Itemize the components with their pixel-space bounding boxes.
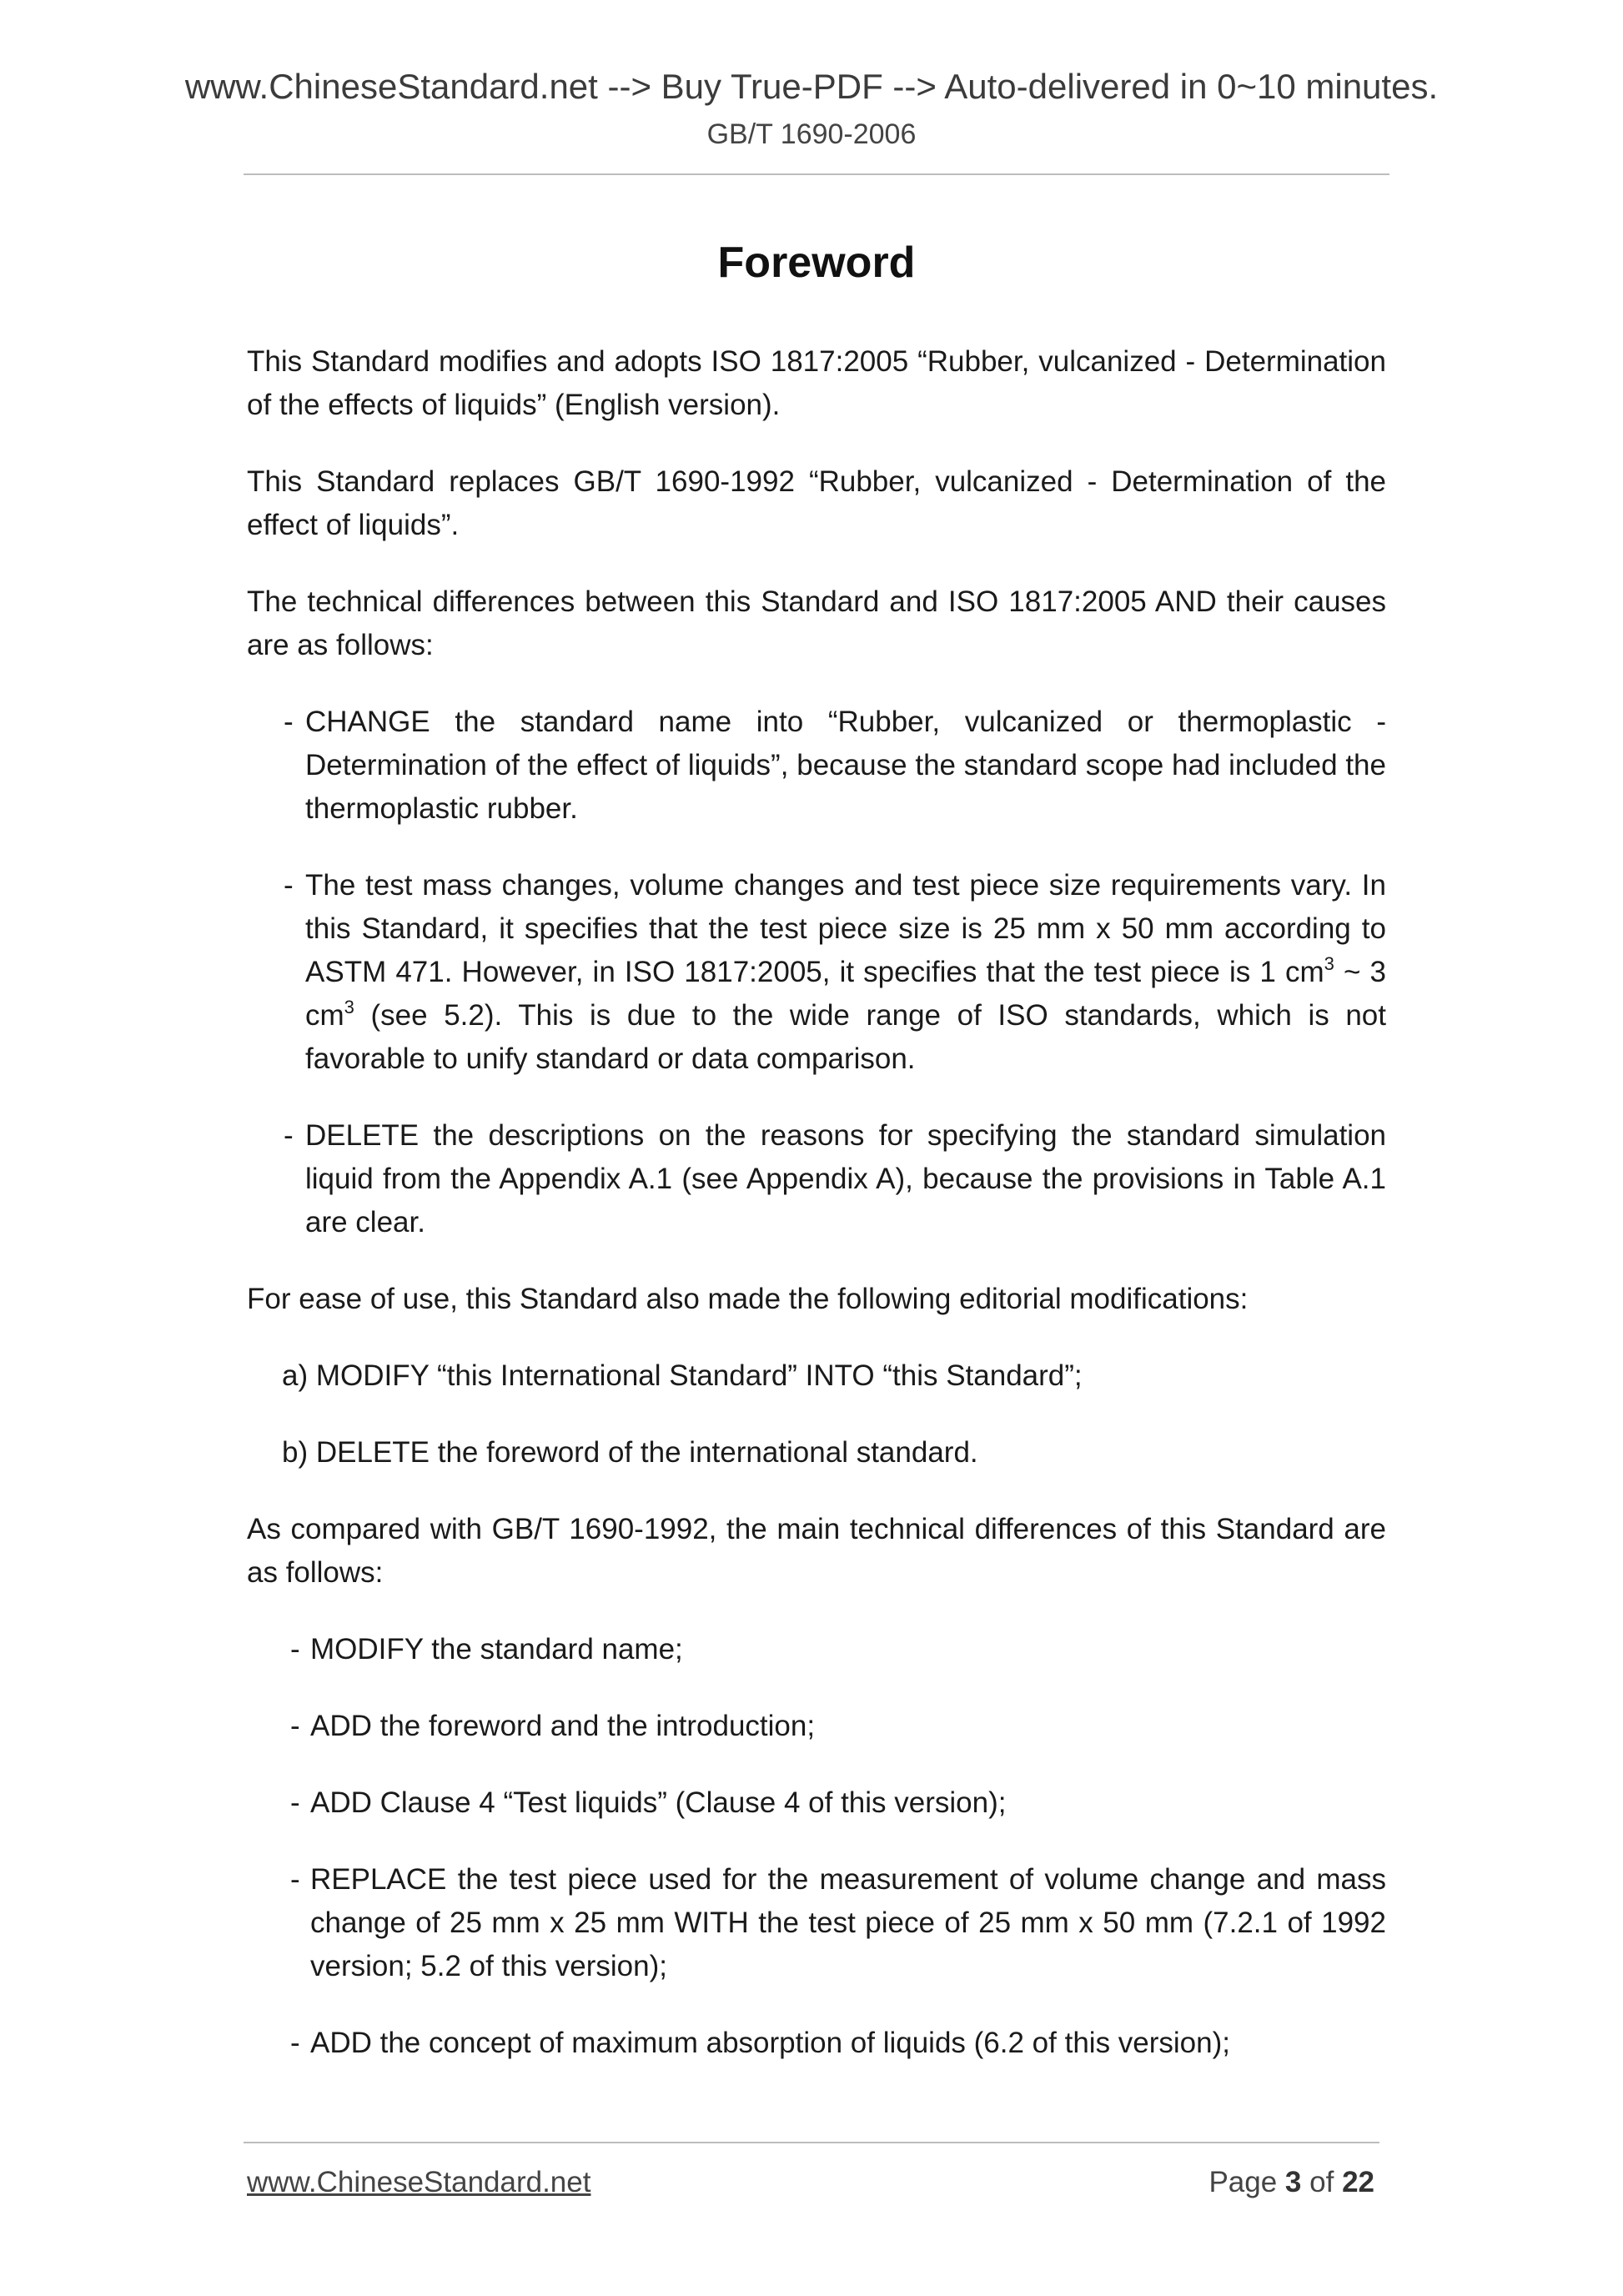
text-segment: (see 5.2). This is due to the wide range of ISO standards, which is not favorable to unify standard or data comparison. xyxy=(305,999,1386,1075)
superscript: 3 xyxy=(1324,953,1334,974)
paragraph-main-diff-intro: As compared with GB/T 1690-1992, the main technical differences of this Standard are as follows: xyxy=(247,1513,1386,1589)
list-item-main-diff-2 xyxy=(290,1705,1386,1748)
list-item-main-diff-4 xyxy=(290,1858,1386,1988)
dash-marker: - xyxy=(290,1786,300,1819)
list-item-text: ADD the concept of maximum absorption of liquids (6.2 of this version); xyxy=(310,2027,1230,2059)
page-of-label: of xyxy=(1309,2166,1334,2198)
current-page: 3 xyxy=(1284,2166,1302,2198)
header-divider xyxy=(244,173,1389,175)
footer-site-link[interactable]: www.ChineseStandard.net xyxy=(247,2166,591,2198)
header-banner: www.ChineseStandard.net --> Buy True-PDF --> Auto-delivered in 0~10 minutes. xyxy=(184,67,1439,106)
dash-marker: - xyxy=(284,706,294,738)
list-item-editorial-a: a) MODIFY “this International Standard” INTO “this Standard”; xyxy=(282,1359,1083,1392)
dash-marker: - xyxy=(290,1863,300,1896)
list-item-tech-diff-2 xyxy=(284,864,1386,1081)
list-item-main-diff-3 xyxy=(290,1781,1386,1825)
list-item-tech-diff-1 xyxy=(284,701,1386,831)
dash-marker: - xyxy=(284,869,294,902)
list-item-text: CHANGE the standard name into “Rubber, vulcanized or thermoplastic - Determination of the effect of liquids”, because the standard scope had included the thermoplastic rubber. xyxy=(305,706,1386,825)
list-item-main-diff-5 xyxy=(290,2022,1386,2065)
paragraph-editorial-intro: For ease of use, this Standard also made the following editorial modifications: xyxy=(247,1283,1249,1315)
list-item-main-diff-1 xyxy=(290,1628,1386,1671)
standard-code: GB/T 1690-2006 xyxy=(706,118,917,150)
page-title: Foreword xyxy=(717,239,916,287)
list-item-editorial-b: b) DELETE the foreword of the international standard. xyxy=(282,1436,978,1469)
paragraph-replaces: This Standard replaces GB/T 1690-1992 “Rubber, vulcanized - Determination of the effect of liquids”. xyxy=(247,465,1386,541)
superscript: 3 xyxy=(344,997,354,1017)
page-number xyxy=(1208,2163,1374,2202)
paragraph-adoption: This Standard modifies and adopts ISO 1817:2005 “Rubber, vulcanized - Determination of the effects of liquids” (English version). xyxy=(247,345,1386,421)
list-item-text xyxy=(305,864,1386,1081)
list-item-text: DELETE the descriptions on the reasons for specifying the standard simulation liquid from the Appendix A.1 (see Appendix A), because the provisions in Table A.1 are clear. xyxy=(305,1119,1386,1238)
text-segment: ~ 3 cm xyxy=(305,956,1386,1032)
text-segment: The test mass changes, volume changes and test piece size requirements vary. In this Standard, it specifies that the test piece size is 25 mm x 50 mm according to ASTM 471. However, in ISO 1817:2005, it specifies that the test piece is 1 cm xyxy=(305,869,1386,988)
total-pages: 22 xyxy=(1342,2166,1374,2198)
footer-divider xyxy=(244,2142,1379,2143)
dash-marker: - xyxy=(290,1710,300,1742)
list-item-text: REPLACE the test piece used for the measurement of volume change and mass change of 25 mm x 25 mm WITH the test piece of 25 mm x 50 mm (7.2.1 of 1992 version; 5.2 of this version); xyxy=(310,1863,1386,1982)
dash-marker: - xyxy=(284,1119,294,1152)
list-item-tech-diff-3 xyxy=(284,1114,1386,1244)
page-label: Page xyxy=(1208,2166,1278,2198)
list-item-text: ADD the foreword and the introduction; xyxy=(310,1710,816,1742)
list-item-text: MODIFY the standard name; xyxy=(310,1633,683,1665)
paragraph-tech-diff-intro: The technical differences between this Standard and ISO 1817:2005 AND their causes are as follows: xyxy=(247,585,1386,661)
list-item-text: ADD Clause 4 “Test liquids” (Clause 4 of this version); xyxy=(310,1786,1007,1819)
document-body xyxy=(247,234,1386,2098)
page-header xyxy=(0,65,1623,153)
dash-marker: - xyxy=(290,2027,300,2059)
dash-marker: - xyxy=(290,1633,300,1665)
